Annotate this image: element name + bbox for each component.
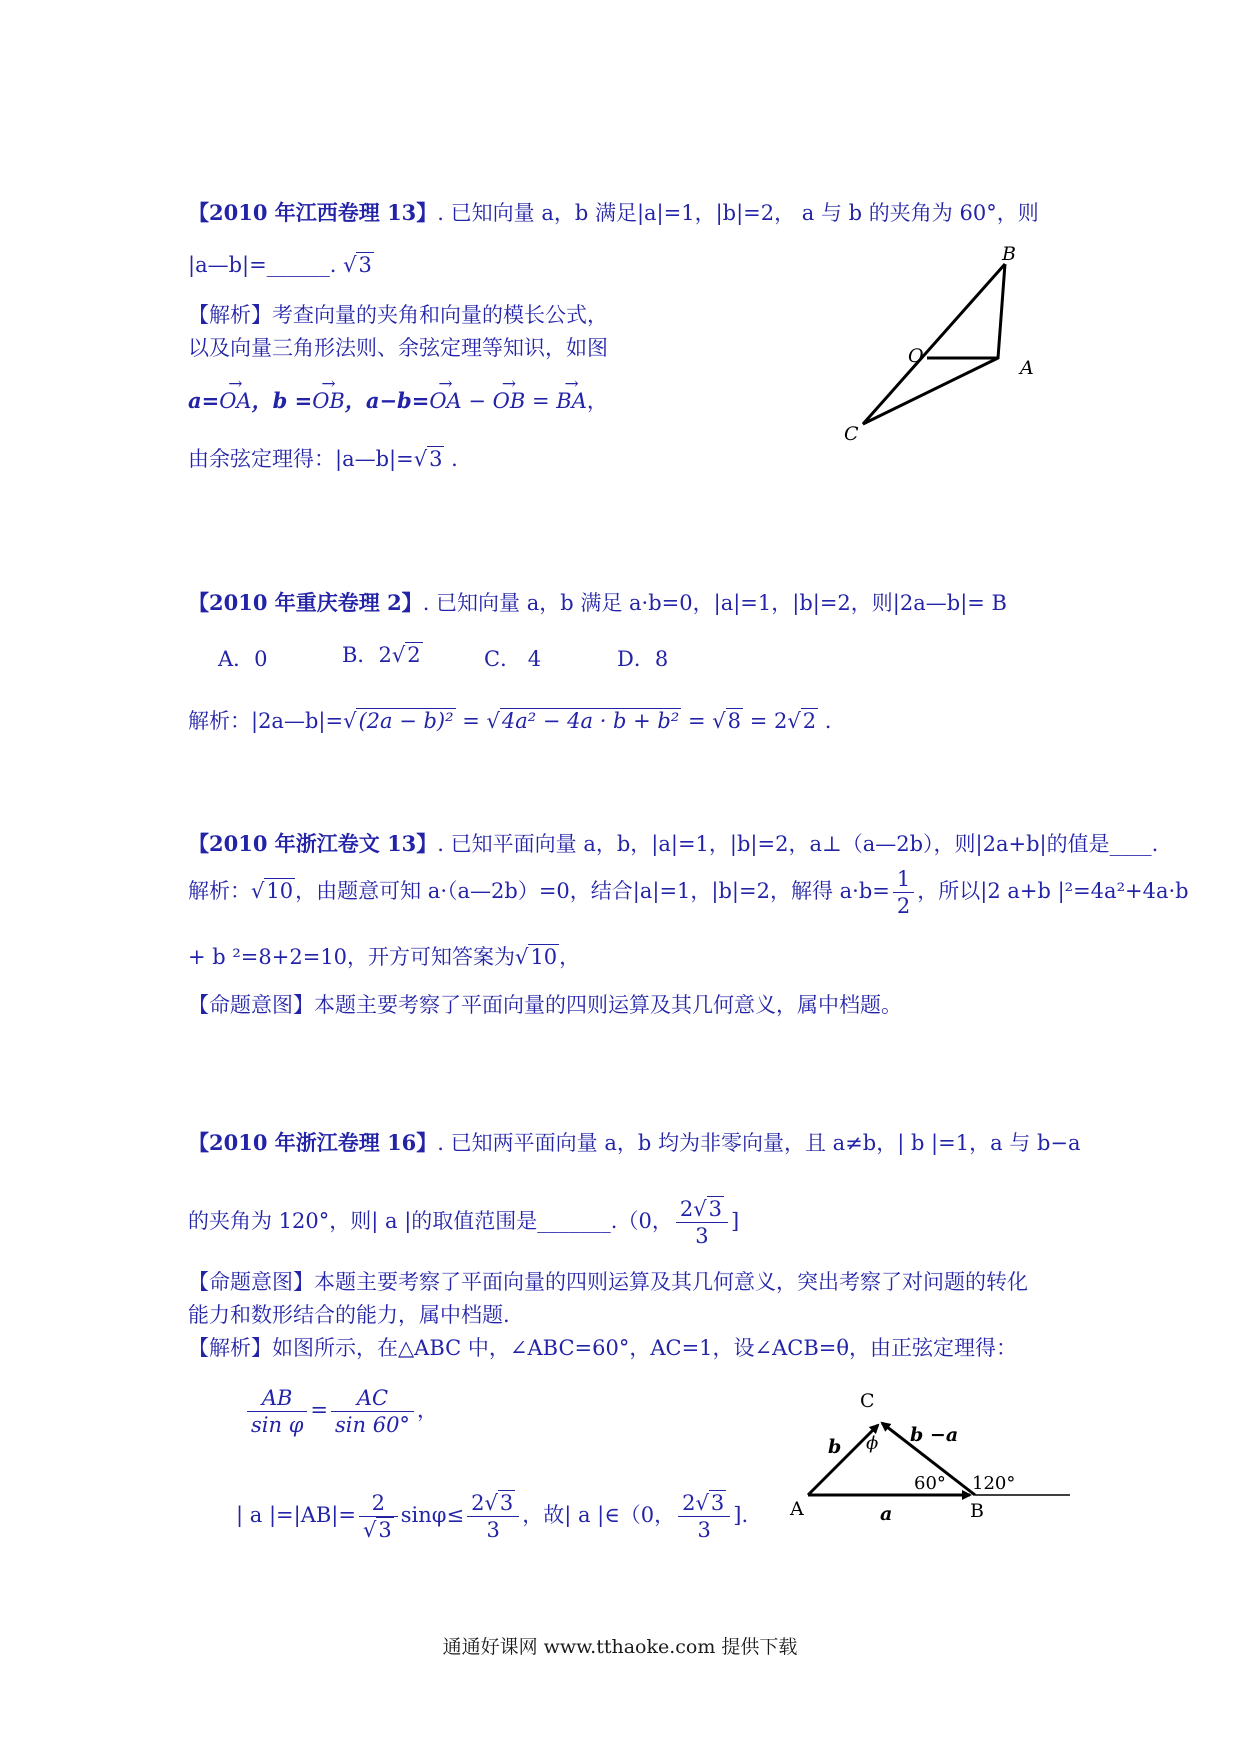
punct: ] xyxy=(730,1209,740,1233)
radicand: (2a − b)² xyxy=(358,709,454,733)
option-b xyxy=(342,640,423,670)
label-b: B xyxy=(970,1500,984,1522)
b-eq: ，b = xyxy=(251,388,313,413)
denominator xyxy=(359,1517,398,1543)
problem-2-statement xyxy=(188,588,1007,618)
sqrt: √2 xyxy=(391,643,421,667)
sqrt-2: √4a² − 4a · b + b² xyxy=(486,709,680,733)
numerator: 2 xyxy=(359,1490,398,1517)
problem-3-statement xyxy=(188,829,1158,859)
coef: 2 xyxy=(679,1197,694,1221)
problem-1-analysis-2: 以及向量三角形法则、余弦定理等知识，如图 xyxy=(188,336,608,360)
sqrt-4: √2 xyxy=(787,709,817,733)
fraction-ac-sin60 xyxy=(331,1385,414,1438)
problem-2-solution xyxy=(188,706,831,736)
problem-4-line-2 xyxy=(188,1196,739,1249)
solution-text-2: ，所以|2 a+b |²=4a²+4a·b xyxy=(917,879,1189,903)
denominator: 3 xyxy=(697,1518,711,1542)
sqrt: √10 xyxy=(515,945,558,969)
denominator: 3 xyxy=(695,1224,709,1248)
problem-4-equation-2 xyxy=(236,1490,748,1543)
numerator xyxy=(676,1196,728,1223)
problem-3-intent: 【命题意图】本题主要考察了平面向量的四则运算及其几何意义，属中档题。 xyxy=(188,993,902,1017)
problem-4-equation-1 xyxy=(244,1385,438,1438)
triangle-figure-2 xyxy=(770,1385,1080,1530)
coef: 2 xyxy=(471,1491,485,1515)
punct: ， xyxy=(559,945,581,969)
label-c: C xyxy=(844,423,859,445)
solution-label: 解析： xyxy=(188,879,251,903)
conclusion-text: 由余弦定理得：|a—b|= xyxy=(188,447,414,471)
source-tag: 【2010 年江西卷理 13】 xyxy=(188,200,438,225)
problem-1-vector-line xyxy=(188,386,608,416)
label-a: A xyxy=(790,1498,804,1520)
label-a: A xyxy=(1020,357,1034,379)
equals: = xyxy=(681,709,713,733)
source-tag: 【2010 年浙江卷理 16】 xyxy=(188,1130,438,1155)
a-minus-b-eq: ，a−b= xyxy=(344,388,430,413)
label-o: O xyxy=(908,345,924,367)
sqrt-1: √(2a − b)² xyxy=(343,709,454,733)
vector-oa: → OA xyxy=(219,386,251,416)
radicand: 3 xyxy=(710,1491,725,1515)
equals: = xyxy=(455,709,487,733)
problem-4-intent-1: 【命题意图】本题主要考察了平面向量的四则运算及其几何意义，突出考察了对问题的转化 xyxy=(188,1270,1028,1294)
page-footer: 通通好课网 www.tthaoke.com 提供下载 xyxy=(442,1636,798,1658)
minus: − xyxy=(461,389,493,413)
label-vector-a: a xyxy=(880,1503,893,1525)
sqrt-3: √8 xyxy=(712,709,742,733)
radicand: 3 xyxy=(429,447,443,471)
coef: 2 xyxy=(682,1491,696,1515)
denominator: sin φ xyxy=(251,1413,304,1437)
numerator xyxy=(467,1490,519,1517)
sqrt-answer: √3 xyxy=(343,253,372,277)
blank: ______. xyxy=(266,253,337,277)
triangle-figure-1 xyxy=(820,240,1060,450)
problem-4-analysis: 【解析】如图所示，在△ABC 中，∠ABC=60°，AC=1，设∠ACB=θ，由正弦定理得： xyxy=(188,1336,1018,1360)
option-c: C． 4 xyxy=(484,647,542,671)
analysis-tag: 【解析】 xyxy=(188,303,272,327)
problem-4-intent-2: 能力和数形结合的能力，属中档题. xyxy=(188,1303,510,1327)
label-b: B xyxy=(1002,243,1016,265)
denominator: sin 60° xyxy=(335,1413,410,1437)
sqrt: √3 xyxy=(695,1491,725,1515)
equals: = 2 xyxy=(743,709,788,733)
radicand: 2 xyxy=(802,709,817,733)
sqrt: √3 xyxy=(693,1197,722,1221)
option-d: D．8 xyxy=(617,647,669,671)
coef: 2 xyxy=(378,643,392,667)
radicand: 10 xyxy=(530,945,558,969)
label-phi: ϕ xyxy=(866,1433,879,1454)
solution-text: ，由题意可知 a·（a—2b）=0，结合|a|=1，|b|=2，解得 a·b= xyxy=(295,879,890,903)
numerator: AC xyxy=(331,1385,414,1412)
punct: ， xyxy=(586,389,608,413)
equals: = xyxy=(310,1398,329,1422)
vector-ob: → OB xyxy=(493,386,526,416)
text: | a |=|AB|= xyxy=(236,1503,356,1527)
denominator: 3 xyxy=(486,1518,500,1542)
problem-3-solution xyxy=(188,866,1189,919)
question-text: . 已知平面向量 a，b，|a|=1，|b|=2，a⊥（a—2b），则|2a+b|的值是____. xyxy=(437,832,1159,856)
problem-1-statement xyxy=(188,198,1039,228)
punct: ， xyxy=(416,1398,438,1422)
vector-oa: → OA xyxy=(429,386,461,416)
fraction-half xyxy=(893,866,914,919)
vector-ob: → OB xyxy=(312,386,345,416)
question-text: . 已知向量 a，b 满足|a|=1，|b|=2， a 与 b 的夹角为 60°，则 xyxy=(437,201,1039,225)
text: ，故| a |∈（0， xyxy=(522,1503,676,1527)
text: + b ²=8+2=10，开方可知答案为 xyxy=(188,945,516,969)
radicand: 2 xyxy=(407,643,421,667)
numerator xyxy=(678,1490,730,1517)
text: 的夹角为 120°，则| a |的取值范围是_______.（0， xyxy=(188,1209,673,1233)
radicand: 3 xyxy=(358,253,372,277)
radicand: 8 xyxy=(727,709,742,733)
denominator: 2 xyxy=(896,894,911,918)
triangle-edges xyxy=(863,264,1005,424)
label-vector-b-minus-a: b −a xyxy=(910,1424,959,1446)
option-a: A．0 xyxy=(218,647,268,671)
problem-1-analysis-1 xyxy=(188,300,608,330)
a-eq: a= xyxy=(188,388,220,413)
source-tag: 【2010 年浙江卷文 13】 xyxy=(188,831,438,856)
problem-4-statement xyxy=(188,1128,1081,1158)
numerator: 1 xyxy=(893,866,914,893)
fraction-ab-sin xyxy=(247,1385,307,1438)
radicand: 3 xyxy=(378,1518,392,1542)
radicand: 3 xyxy=(499,1491,514,1515)
option-b-label: B． xyxy=(342,643,379,667)
label-angle-120: 120° xyxy=(972,1473,1016,1494)
sqrt-value: √3 xyxy=(413,447,443,471)
problem-3-line-3 xyxy=(188,942,580,972)
text: sinφ≤ xyxy=(400,1503,465,1527)
question-text: . 已知向量 a，b 满足 a·b=0，|a|=1，|b|=2，则|2a—b|= B xyxy=(422,591,1007,615)
label-c: C xyxy=(860,1390,875,1412)
punct: ]. xyxy=(733,1503,749,1527)
expression: |a—b|= xyxy=(188,253,267,277)
label-vector-b: b xyxy=(828,1436,842,1458)
fraction-2root3-over-3 xyxy=(678,1490,730,1543)
sqrt: √10 xyxy=(251,879,294,903)
punct: . xyxy=(444,447,458,471)
source-tag: 【2010 年重庆卷理 2】 xyxy=(188,590,423,615)
punct: . xyxy=(818,709,832,733)
fraction-2root3-over-3 xyxy=(467,1490,519,1543)
sqrt: √3 xyxy=(362,1518,392,1542)
fraction-2-over-root3 xyxy=(359,1490,398,1543)
problem-1-answer-line xyxy=(188,250,374,280)
equals: = xyxy=(525,389,557,413)
analysis-text: 考查向量的夹角和向量的模长公式， xyxy=(272,303,608,327)
vector-ba: → BA xyxy=(556,386,587,416)
radicand: 3 xyxy=(708,1197,722,1221)
problem-1-conclusion xyxy=(188,444,458,474)
numerator: AB xyxy=(247,1385,307,1412)
label-angle-60: 60° xyxy=(914,1473,946,1494)
sqrt: √3 xyxy=(484,1491,514,1515)
question-text: . 已知两平面向量 a，b 均为非零向量，且 a≠b，| b |=1，a 与 b−a xyxy=(437,1131,1081,1155)
fraction-2root3-over-3 xyxy=(676,1196,728,1249)
radicand: 10 xyxy=(266,879,294,903)
solution-label: 解析：|2a—b|= xyxy=(188,709,344,733)
radicand: 4a² − 4a · b + b² xyxy=(501,709,680,733)
